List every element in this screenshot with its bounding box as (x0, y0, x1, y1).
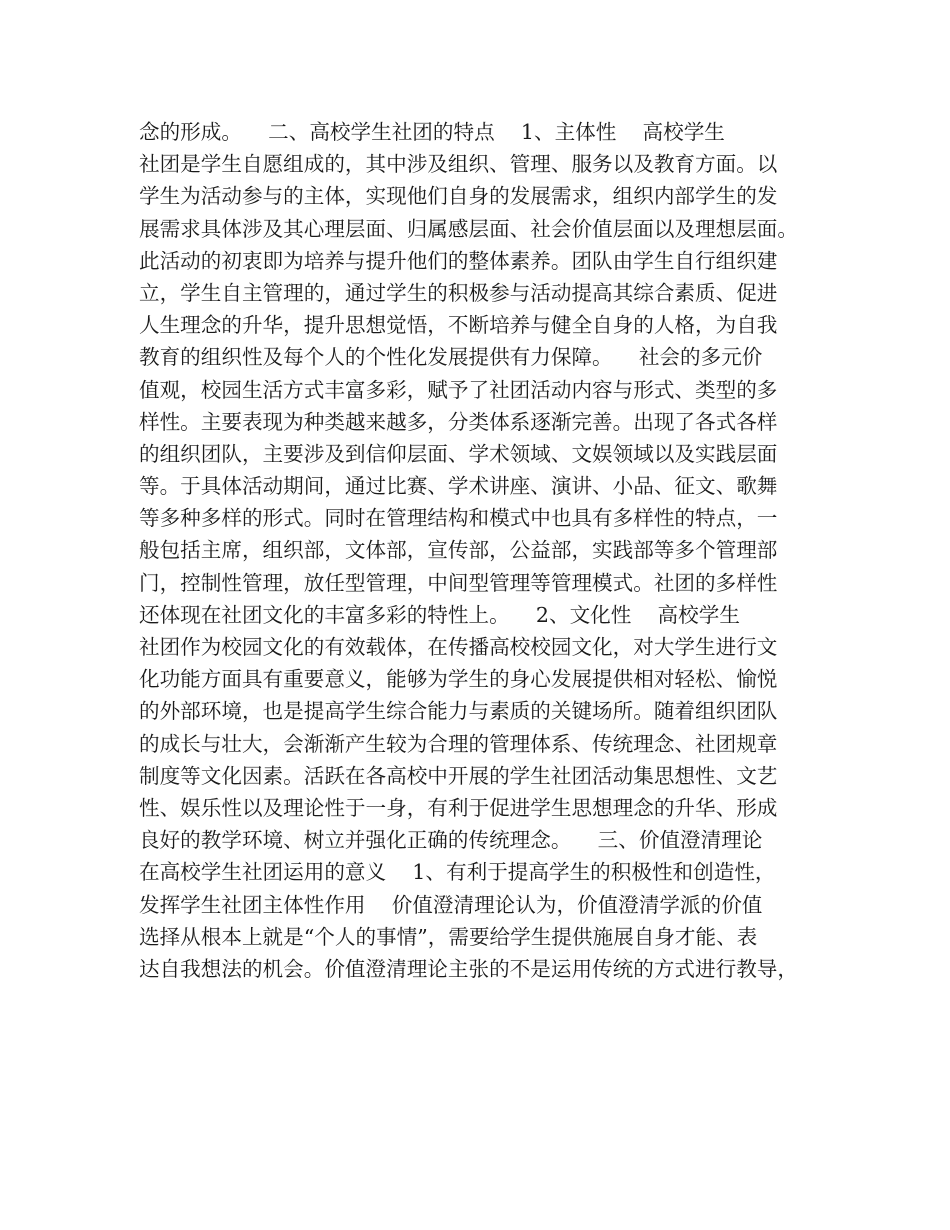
text-line: 等多种多样的形式。同时在管理结构和模式中也具有多样性的特点，一 (139, 506, 778, 531)
text-line: 制度等文化因素。活跃在各高校中开展的学生社团活动集思想性、文艺 (139, 763, 778, 788)
text-line: 达自我想法的机会。价值澄清理论主张的不是运用传统的方式进行教导， (139, 956, 798, 981)
text-line: 立，学生自主管理的，通过学生的积极参与活动提高其综合素质、促进 (139, 280, 778, 305)
text-line: 学生为活动参与的主体，实现他们自身的发展需求，组织内部学生的发 (139, 184, 778, 209)
text-line: 的成长与壮大，会渐渐产生较为合理的管理体系、传统理念、社团规章 (139, 731, 778, 756)
text-line: 的组织团队，主要涉及到信仰层面、学术领域、文娱领域以及实践层面 (139, 441, 778, 466)
text-line: 般包括主席，组织部，文体部，宣传部，公益部，实践部等多个管理部 (139, 538, 778, 563)
text-line: 念的形成。 二、高校学生社团的特点 1、主体性 高校学生 (139, 120, 725, 144)
text-line: 选择从根本上就是“个人的事情”，需要给学生提供施展自身才能、表 (139, 924, 758, 949)
text-line: 社团作为校园文化的有效载体，在传播高校校园文化，对大学生进行文 (139, 635, 778, 659)
text-line: 发挥学生社团主体性作用 价值澄清理论认为，价值澄清学派的价值 (139, 892, 763, 917)
text-line: 人生理念的升华，提升思想觉悟，不断培养与健全自身的人格，为自我 (139, 313, 778, 338)
text-line: 样性。主要表现为种类越来越多，分类体系逐渐完善。出现了各式各样 (139, 409, 778, 434)
text-line: 化功能方面具有重要意义，能够为学生的身心发展提供相对轻松、愉悦 (139, 667, 778, 692)
text-line: 性、娱乐性以及理论性于一身，有利于促进学生思想理念的升华、形成 (139, 795, 778, 820)
text-line: 门，控制性管理，放任型管理，中间型管理等管理模式。社团的多样性 (139, 570, 778, 595)
text-line: 良好的教学环境、树立并强化正确的传统理念。 三、价值澄清理论 (139, 828, 763, 853)
text-line: 展需求具体涉及其心理层面、归属感层面、社会价值层面以及理想层面。 (139, 216, 798, 241)
body-text (139, 116, 829, 985)
text-line: 的外部环境，也是提高学生综合能力与素质的关键场所。随着组织团队 (139, 699, 778, 724)
text-line: 社团是学生自愿组成的，其中涉及组织、管理、服务以及教育方面。以 (139, 152, 778, 177)
text-line: 等。于具体活动期间，通过比赛、学术讲座、演讲、小品、征文、歌舞 (139, 474, 778, 499)
text-line: 还体现在社团文化的丰富多彩的特性上。 2、文化性 高校学生 (139, 602, 740, 627)
text-line: 教育的组织性及每个人的个性化发展提供有力保障。 社会的多元价 (139, 345, 763, 370)
text-line: 在高校学生社团运用的意义 1、有利于提高学生的积极性和创造性， (139, 860, 776, 885)
text-line: 值观，校园生活方式丰富多彩，赋予了社团活动内容与形式、类型的多 (139, 377, 778, 402)
text-line: 此活动的初衷即为培养与提升他们的整体素养。团队由学生自行组织建 (139, 248, 778, 273)
